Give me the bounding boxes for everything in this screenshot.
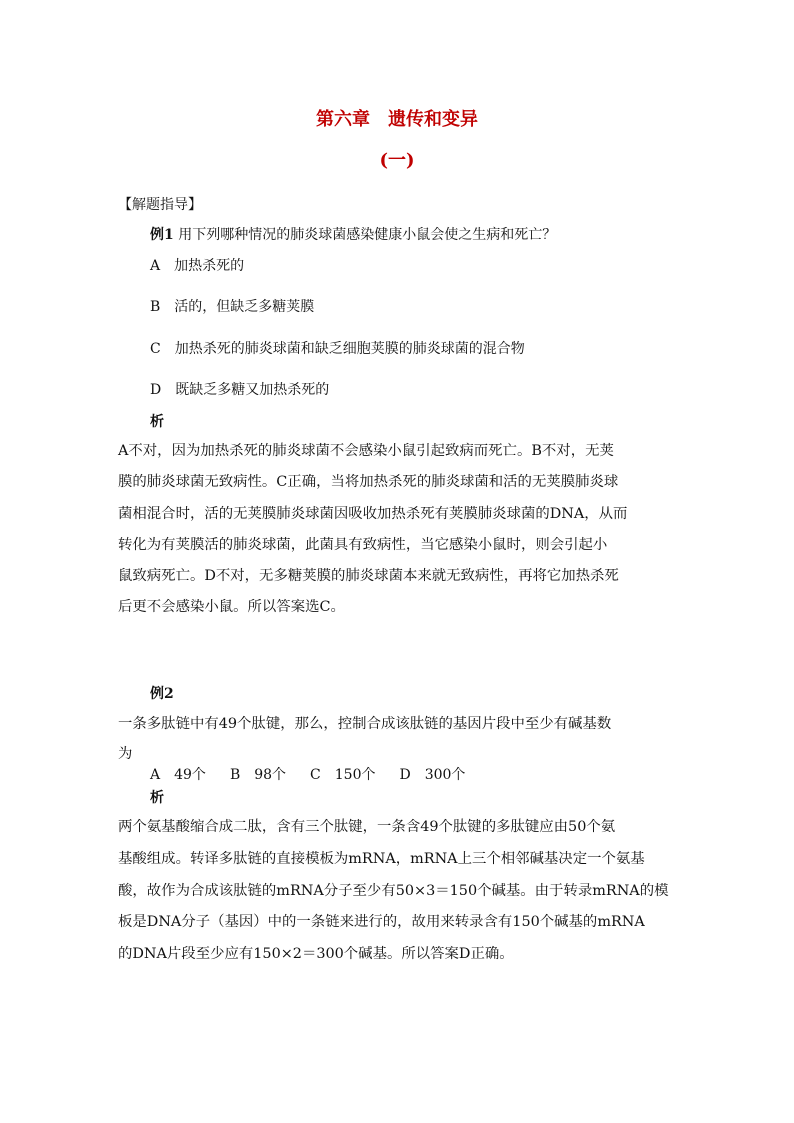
example1-question: 用下列哪种情况的肺炎球菌感染健康小鼠会使之生病和死亡？ [173,227,557,243]
analysis-line: 鼠致病死亡。D不对，无多糖荚膜的肺炎球菌本来就无致病性，再将它加热杀死 [118,568,619,585]
example2-option-c: C 150个 [310,767,376,783]
example2-option-d: D 300个 [399,767,466,783]
example2-option-a: A 49个 [150,767,206,783]
example2-question-line: 一条多肽链中有49个肽键，那么，控制合成该肽链的基因片段中至少有碱基数 [118,716,612,732]
section-title: (一) [379,150,415,171]
analysis-line: 后更不会感染小鼠。所以答案选C。 [118,599,345,616]
example2-option-b: B 98个 [229,767,287,783]
example2-analysis [118,812,678,971]
analysis-line: 板是DNA分子（基因）中的一条链来进行的，故用来转录含有150个碱基的mRNA [118,914,645,931]
example2-options [150,765,489,785]
analysis-line: 酸，故作为合成该肽链的mRNA分子至少有50×3＝150个碱基。由于转录mRNA的模 [118,882,669,899]
example1-analysis-label: 析 [150,414,164,430]
example1-question-line [150,225,556,245]
analysis-line: A不对，因为加热杀死的肺炎球菌不会感染小鼠引起致病而死亡。B不对，无荚 [118,443,614,459]
example2-analysis-label: 析 [150,790,164,806]
example1-option-a: A 加热杀死的 [150,258,245,274]
analysis-line: 的DNA片段至少应有150×2＝300个碱基。所以答案D正确。 [118,946,514,963]
example1-analysis [118,436,678,624]
analysis-line: 菌相混合时，活的无荚膜肺炎球菌因吸收加热杀死有荚膜肺炎球菌的DNA，从而 [118,505,628,522]
analysis-line: 转化为有荚膜活的肺炎球菌，此菌具有致病性，当它感染小鼠时，则会引起小 [118,536,608,553]
analysis-line: 两个氨基酸缩合成二肽，含有三个肽键，一条含49个肽键的多肽键应由50个氨 [118,819,616,835]
example1-label: 例1 [150,227,174,243]
guide-heading: 【解题指导】 [118,197,202,213]
example2-question-line: 为 [118,746,133,762]
example2-label: 例2 [150,686,174,702]
example1-option-c: C 加热杀死的肺炎球菌和缺乏细胞荚膜的肺炎球菌的混合物 [150,341,525,357]
example1-option-d: D 既缺乏多糖又加热杀死的 [150,382,330,398]
example1-option-b: B 活的，但缺乏多糖荚膜 [150,299,315,315]
chapter-title: 第六章 遗传和变异 [316,109,478,130]
analysis-line: 膜的肺炎球菌无致病性。C正确，当将加热杀死的肺炎球菌和活的无荚膜肺炎球 [118,474,619,491]
analysis-line: 基酸组成。转译多肽链的直接模板为mRNA，mRNA上三个相邻碱基决定一个氨基 [118,850,645,867]
